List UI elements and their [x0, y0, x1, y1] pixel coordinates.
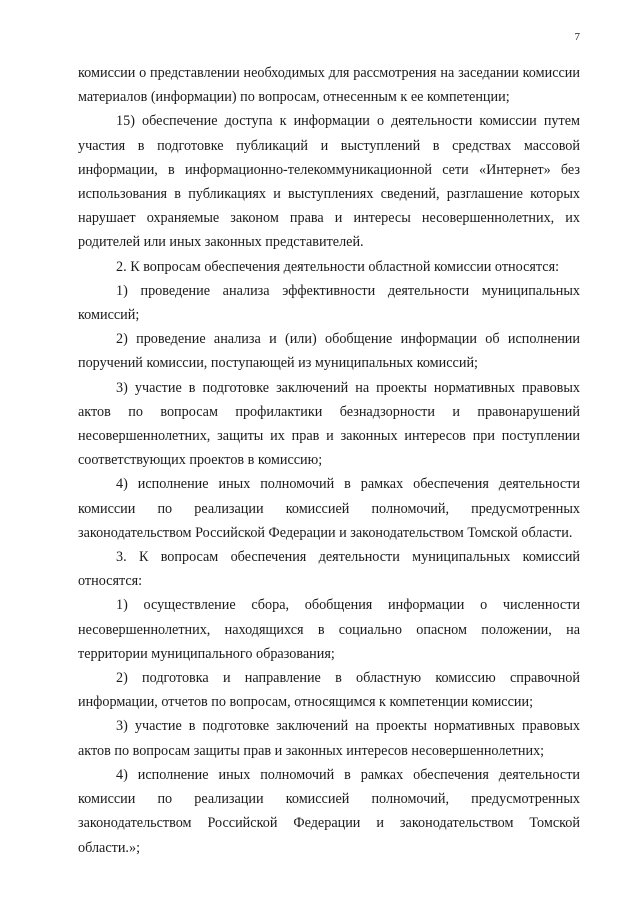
document-body — [78, 61, 580, 860]
section-2-item-2: 2) проведение анализа и (или) обобщение информации об исполнении поручений комиссии, поступающей из муниципальных комиссий; — [78, 331, 580, 372]
page-number: 7 — [574, 31, 580, 43]
section-3-item-3: 3) участие в подготовке заключений на проекты нормативных правовых актов по вопросам защиты прав и законных интересов несовершеннолетних; — [78, 718, 580, 759]
section-3-item-1: 1) осуществление сбора, обобщения информации о численности несовершеннолетних, находящихся в социально опасном положении, на территории муниципального образования; — [78, 597, 580, 662]
section-2-item-3: 3) участие в подготовке заключений на проекты нормативных правовых актов по вопросам профилактики безнадзорности и правонарушений несовершеннолетних, защиты их прав и законных интересов при поступлении соответствующих проектов в комиссию; — [78, 379, 580, 469]
paragraph-continuation: комиссии о представлении необходимых для рассмотрения на заседании комиссии материалов (информации) по вопросам, отнесенным к ее компетенции; — [78, 65, 580, 106]
section-3-heading: 3. К вопросам обеспечения деятельности муниципальных комиссий относятся: — [78, 549, 580, 590]
section-3-item-2: 2) подготовка и направление в областную комиссию справочной информации, отчетов по вопросам, относящимся к компетенции комиссии; — [78, 670, 580, 711]
section-3-item-4: 4) исполнение иных полномочий в рамках обеспечения деятельности комиссии по реализации комиссией полномочий, предусмотренных законодательством Российской Федерации и законодательством Томской области.»; — [78, 766, 580, 856]
paragraph-item-15: 15) обеспечение доступа к информации о деятельности комиссии путем участия в подготовке публикаций и выступлений в средствах массовой информации, в информационно-телекоммуникационной сети «Интернет» без использования в публикациях и выступлениях сведений, разглашение которых нарушает охраняемые законом права и интересы несовершеннолетних, их родителей или иных законных представителей. — [78, 113, 580, 251]
section-2-item-1: 1) проведение анализа эффективности деятельности муниципальных комиссий; — [78, 282, 580, 324]
section-2-heading: 2. К вопросам обеспечения деятельности областной комиссии относятся: — [116, 258, 560, 275]
section-2-item-4: 4) исполнение иных полномочий в рамках обеспечения деятельности комиссии по реализации комиссией полномочий, предусмотренных законодательством Российской Федерации и законодательством Томской области. — [78, 476, 580, 541]
